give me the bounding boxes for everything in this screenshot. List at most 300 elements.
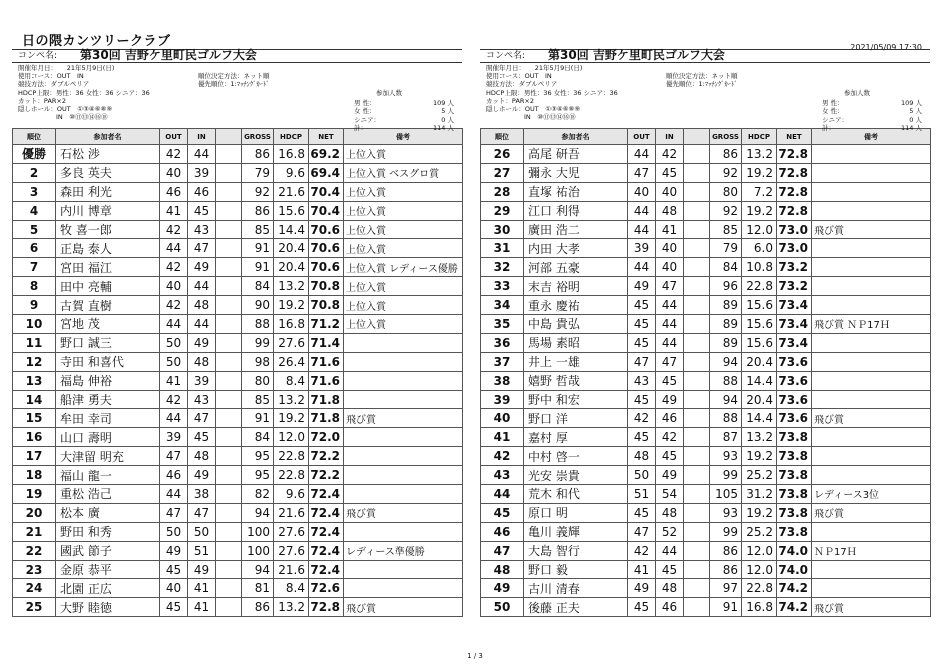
- cell-note: [812, 371, 931, 390]
- cell-hdcp: 14.4: [742, 409, 777, 428]
- cell-hdcp: 13.2: [742, 145, 777, 164]
- cell-gross: 93: [710, 503, 742, 522]
- cell-in: 48: [188, 296, 216, 315]
- cell-in: 48: [656, 579, 684, 598]
- cell-gross: 81: [242, 579, 274, 598]
- cell-blank: [216, 277, 242, 296]
- cell-gross: 99: [710, 522, 742, 541]
- participant-value: 5 人: [909, 107, 922, 116]
- cell-note: [812, 352, 931, 371]
- cell-hdcp: 21.6: [274, 182, 309, 201]
- event-hidden-holes-in: IN ⑩⑪⑬⑭⑯⑱: [56, 113, 108, 122]
- cell-in: 47: [188, 503, 216, 522]
- participant-label: 男 性：: [354, 99, 376, 108]
- cell-hdcp: 22.8: [274, 466, 309, 485]
- col-rank: 順位: [13, 129, 56, 145]
- cell-net: 72.2: [309, 447, 344, 466]
- cell-rank: 16: [13, 428, 56, 447]
- cell-name: 森田 利光: [56, 182, 160, 201]
- table-row: [481, 560, 931, 579]
- cell-note: 上位入賞: [344, 296, 463, 315]
- cell-gross: 85: [242, 220, 274, 239]
- cell-in: 49: [188, 258, 216, 277]
- col-blank: [684, 129, 710, 145]
- cell-name: 井上 一雄: [524, 352, 628, 371]
- cell-rank: 36: [481, 333, 524, 352]
- cell-gross: 99: [710, 466, 742, 485]
- page-number: 1 / 3: [467, 652, 483, 660]
- cell-note: 上位入賞: [344, 145, 463, 164]
- cell-note: [812, 163, 931, 182]
- cell-hdcp: 20.4: [742, 352, 777, 371]
- table-row: [481, 371, 931, 390]
- cell-gross: 80: [242, 371, 274, 390]
- table-row: [13, 201, 463, 220]
- cell-blank: [216, 409, 242, 428]
- cell-in: 38: [188, 485, 216, 504]
- cell-rank: 12: [13, 352, 56, 371]
- col-note: 備考: [812, 129, 931, 145]
- cell-in: 41: [188, 598, 216, 617]
- cell-out: 49: [628, 277, 656, 296]
- event-ranking-method: 順位決定方法：ネット順: [198, 72, 270, 80]
- cell-net: 74.0: [777, 560, 812, 579]
- cell-rank: 6: [13, 239, 56, 258]
- cell-gross: 92: [242, 182, 274, 201]
- cell-blank: [684, 352, 710, 371]
- participant-label: 女 性：: [354, 107, 376, 116]
- cell-note: [812, 277, 931, 296]
- cell-net: 72.8: [309, 598, 344, 617]
- cell-out: 44: [160, 315, 188, 334]
- cell-rank: 38: [481, 371, 524, 390]
- cell-rank: 27: [481, 163, 524, 182]
- cell-rank: 17: [13, 447, 56, 466]
- cell-rank: 19: [13, 485, 56, 504]
- cell-hdcp: 19.2: [274, 409, 309, 428]
- cell-in: 51: [188, 541, 216, 560]
- cell-net: 73.6: [777, 352, 812, 371]
- cell-note: [344, 485, 463, 504]
- cell-hdcp: 13.2: [274, 598, 309, 617]
- cell-out: 47: [628, 522, 656, 541]
- results-table: [12, 128, 463, 617]
- cell-name: 馬場 素昭: [524, 333, 628, 352]
- cell-in: 54: [656, 485, 684, 504]
- participant-value: 0 人: [441, 115, 454, 124]
- cell-name: 末吉 裕明: [524, 277, 628, 296]
- cell-rank: 21: [13, 522, 56, 541]
- cell-name: 重松 浩己: [56, 485, 160, 504]
- cell-note: レディース3位: [812, 485, 931, 504]
- cell-name: 重永 慶祐: [524, 296, 628, 315]
- cell-name: 大島 智行: [524, 541, 628, 560]
- cell-net: 70.8: [309, 296, 344, 315]
- cell-hdcp: 20.4: [274, 258, 309, 277]
- cell-note: 上位入賞: [344, 220, 463, 239]
- cell-name: 内田 大孝: [524, 239, 628, 258]
- club-name: 日の隈カンツリークラブ: [22, 34, 171, 49]
- cell-hdcp: 14.4: [274, 220, 309, 239]
- cell-hdcp: 15.6: [742, 296, 777, 315]
- cell-rank: 46: [481, 522, 524, 541]
- col-rank: 順位: [481, 129, 524, 145]
- cell-in: 52: [656, 522, 684, 541]
- table-row: [481, 541, 931, 560]
- cell-gross: 79: [242, 163, 274, 182]
- cell-net: 73.8: [777, 522, 812, 541]
- cell-hdcp: 22.8: [742, 579, 777, 598]
- cell-note: 上位入賞 レディース優勝: [344, 258, 463, 277]
- cell-rank: 39: [481, 390, 524, 409]
- table-row: [481, 201, 931, 220]
- cell-in: 45: [656, 371, 684, 390]
- cell-name: 北園 正広: [56, 579, 160, 598]
- cell-note: [812, 201, 931, 220]
- table-row: [481, 220, 931, 239]
- cell-net: 69.4: [309, 163, 344, 182]
- cell-name: 宮田 福江: [56, 258, 160, 277]
- cell-hdcp: 26.4: [274, 352, 309, 371]
- cell-rank: 29: [481, 201, 524, 220]
- cell-net: 74.2: [777, 579, 812, 598]
- event-priority: 優先順位：1:ﾏｯﾁﾝｸﾞｶｰﾄﾞ: [666, 80, 738, 89]
- cell-gross: 86: [710, 145, 742, 164]
- cell-in: 40: [656, 258, 684, 277]
- cell-hdcp: 27.6: [274, 541, 309, 560]
- cell-name: 古賀 直樹: [56, 296, 160, 315]
- cell-hdcp: 27.6: [274, 333, 309, 352]
- cell-name: 亀川 義輝: [524, 522, 628, 541]
- event-hidden-holes-in: IN ⑩⑪⑬⑭⑯⑱: [524, 113, 576, 122]
- cell-note: [812, 447, 931, 466]
- cell-net: 71.4: [309, 333, 344, 352]
- cell-note: [812, 466, 931, 485]
- cell-net: 73.4: [777, 296, 812, 315]
- cell-net: 70.4: [309, 201, 344, 220]
- cell-out: 44: [160, 485, 188, 504]
- cell-in: 49: [188, 466, 216, 485]
- cell-net: 70.8: [309, 277, 344, 296]
- cell-blank: [684, 239, 710, 258]
- cell-blank: [216, 390, 242, 409]
- cell-in: 42: [656, 428, 684, 447]
- cell-hdcp: 9.6: [274, 485, 309, 504]
- cell-net: 70.6: [309, 258, 344, 277]
- cell-in: 44: [656, 296, 684, 315]
- cell-net: 69.2: [309, 145, 344, 164]
- cell-name: 中村 啓一: [524, 447, 628, 466]
- cell-in: 49: [188, 560, 216, 579]
- cell-out: 42: [160, 390, 188, 409]
- cell-name: 彌永 大児: [524, 163, 628, 182]
- cell-out: 39: [628, 239, 656, 258]
- table-row: [13, 220, 463, 239]
- cell-blank: [216, 201, 242, 220]
- cell-note: [344, 333, 463, 352]
- event-cut: カット：PAR×2: [486, 96, 534, 105]
- results-table: [480, 128, 931, 617]
- cell-in: 45: [656, 163, 684, 182]
- cell-out: 42: [160, 296, 188, 315]
- cell-gross: 92: [710, 201, 742, 220]
- cell-blank: [684, 201, 710, 220]
- cell-blank: [684, 220, 710, 239]
- cell-rank: 32: [481, 258, 524, 277]
- table-row: [481, 466, 931, 485]
- cell-blank: [216, 163, 242, 182]
- cell-in: 45: [188, 428, 216, 447]
- cell-rank: 23: [13, 560, 56, 579]
- participant-heading: 参加人数: [844, 89, 870, 97]
- cell-blank: [216, 220, 242, 239]
- cell-name: 牧 喜一郎: [56, 220, 160, 239]
- cell-hdcp: 10.8: [742, 258, 777, 277]
- cell-hdcp: 6.0: [742, 239, 777, 258]
- cell-name: 中島 貴弘: [524, 315, 628, 334]
- cell-out: 45: [628, 503, 656, 522]
- cell-net: 73.2: [777, 277, 812, 296]
- col-gross: GROSS: [710, 129, 742, 145]
- event-title: 第30回 吉野ケ里町民ゴルフ大会: [548, 48, 725, 62]
- cell-rank: 49: [481, 579, 524, 598]
- cell-blank: [216, 258, 242, 277]
- table-row: [481, 277, 931, 296]
- cell-hdcp: 15.6: [742, 315, 777, 334]
- cell-name: 大津留 明充: [56, 447, 160, 466]
- cell-rank: 48: [481, 560, 524, 579]
- cell-in: 47: [656, 277, 684, 296]
- table-row: [13, 163, 463, 182]
- cell-blank: [684, 503, 710, 522]
- cell-blank: [684, 579, 710, 598]
- cell-note: 飛び賞: [812, 409, 931, 428]
- cell-gross: 89: [710, 333, 742, 352]
- cell-blank: [684, 182, 710, 201]
- table-row: [13, 352, 463, 371]
- cell-name: 正島 泰人: [56, 239, 160, 258]
- cell-hdcp: 25.2: [742, 522, 777, 541]
- cell-hdcp: 22.8: [742, 277, 777, 296]
- cell-in: 41: [656, 220, 684, 239]
- cell-out: 44: [628, 145, 656, 164]
- cell-in: 44: [188, 145, 216, 164]
- cell-note: [344, 466, 463, 485]
- cell-name: 光安 崇貴: [524, 466, 628, 485]
- cell-note: レディース準優勝: [344, 541, 463, 560]
- cell-in: 39: [188, 371, 216, 390]
- table-row: [481, 182, 931, 201]
- cell-note: [812, 579, 931, 598]
- cell-gross: 85: [710, 220, 742, 239]
- cell-rank: 25: [13, 598, 56, 617]
- cell-name: 高尾 研吾: [524, 145, 628, 164]
- cell-gross: 91: [710, 598, 742, 617]
- cell-rank: 7: [13, 258, 56, 277]
- cell-note: 上位入賞: [344, 182, 463, 201]
- cell-name: 野口 洋: [524, 409, 628, 428]
- cell-gross: 98: [242, 352, 274, 371]
- cell-hdcp: 15.6: [274, 201, 309, 220]
- col-gross: GROSS: [242, 129, 274, 145]
- cell-gross: 79: [710, 239, 742, 258]
- cell-out: 45: [628, 333, 656, 352]
- cell-name: 松本 廣: [56, 503, 160, 522]
- cell-hdcp: 9.6: [274, 163, 309, 182]
- cell-net: 72.4: [309, 485, 344, 504]
- table-row: [481, 333, 931, 352]
- cell-blank: [216, 522, 242, 541]
- cell-name: 大野 睦徳: [56, 598, 160, 617]
- cell-hdcp: 16.8: [742, 598, 777, 617]
- cell-gross: 88: [710, 409, 742, 428]
- table-row: [481, 239, 931, 258]
- cell-net: 72.4: [309, 522, 344, 541]
- cell-rank: 41: [481, 428, 524, 447]
- table-row: [13, 485, 463, 504]
- cell-net: 73.8: [777, 447, 812, 466]
- cell-in: 44: [188, 277, 216, 296]
- event-format: 競技方法：ダブルペリア: [486, 80, 558, 89]
- cell-name: 牟田 幸司: [56, 409, 160, 428]
- cell-blank: [684, 598, 710, 617]
- cell-gross: 91: [242, 409, 274, 428]
- title-band: [12, 49, 462, 63]
- cell-name: 野中 和宏: [524, 390, 628, 409]
- table-row: [13, 315, 463, 334]
- cell-out: 42: [160, 145, 188, 164]
- cell-rank: 47: [481, 541, 524, 560]
- table-row: [13, 145, 463, 164]
- cell-in: 44: [656, 315, 684, 334]
- cell-gross: 99: [242, 333, 274, 352]
- cell-in: 50: [188, 522, 216, 541]
- cell-hdcp: 21.6: [274, 503, 309, 522]
- cell-out: 42: [160, 258, 188, 277]
- table-row: [13, 522, 463, 541]
- cell-blank: [684, 277, 710, 296]
- participant-value: 109 人: [433, 99, 454, 108]
- cell-note: 上位入賞: [344, 277, 463, 296]
- table-row: [13, 182, 463, 201]
- cell-out: 45: [628, 315, 656, 334]
- cell-note: [812, 296, 931, 315]
- col-blank: [216, 129, 242, 145]
- cell-in: 40: [656, 182, 684, 201]
- cell-note: [812, 239, 931, 258]
- cell-blank: [216, 333, 242, 352]
- cell-blank: [216, 296, 242, 315]
- cell-hdcp: 7.2: [742, 182, 777, 201]
- cell-blank: [216, 352, 242, 371]
- cell-hdcp: 19.2: [742, 503, 777, 522]
- participant-label: シニア：: [354, 115, 380, 124]
- cell-out: 41: [160, 201, 188, 220]
- cell-name: 野口 誠三: [56, 333, 160, 352]
- cell-out: 42: [160, 220, 188, 239]
- cell-note: [344, 522, 463, 541]
- participant-label: 男 性：: [822, 99, 844, 108]
- event-ranking-method: 順位決定方法：ネット順: [666, 72, 738, 80]
- cell-name: 内川 博章: [56, 201, 160, 220]
- cell-out: 44: [628, 220, 656, 239]
- event-title: 第30回 吉野ケ里町民ゴルフ大会: [80, 48, 257, 62]
- cell-note: 上位入賞: [344, 201, 463, 220]
- cell-gross: 87: [710, 428, 742, 447]
- cell-name: 野田 和秀: [56, 522, 160, 541]
- cell-blank: [216, 447, 242, 466]
- cell-out: 40: [628, 182, 656, 201]
- table-row: [481, 447, 931, 466]
- event-info: [480, 63, 930, 132]
- cell-name: 石松 渉: [56, 145, 160, 164]
- cell-name: 河部 五豪: [524, 258, 628, 277]
- cell-blank: [216, 239, 242, 258]
- cell-out: 40: [160, 163, 188, 182]
- cell-net: 71.8: [309, 409, 344, 428]
- cell-blank: [684, 296, 710, 315]
- table-row: [481, 522, 931, 541]
- cell-rank: 45: [481, 503, 524, 522]
- cell-blank: [216, 503, 242, 522]
- cell-name: 田中 亮輔: [56, 277, 160, 296]
- cell-in: 43: [188, 390, 216, 409]
- cell-out: 42: [628, 409, 656, 428]
- cell-rank: 優勝: [13, 145, 56, 164]
- event-format: 競技方法：ダブルペリア: [18, 80, 90, 89]
- cell-in: 46: [656, 409, 684, 428]
- cell-hdcp: 27.6: [274, 522, 309, 541]
- results-panel-left: [12, 49, 462, 617]
- table-row: [13, 239, 463, 258]
- cell-note: 飛び賞: [344, 409, 463, 428]
- cell-blank: [684, 145, 710, 164]
- cell-gross: 82: [242, 485, 274, 504]
- cell-net: 73.6: [777, 371, 812, 390]
- cell-gross: 96: [710, 277, 742, 296]
- table-row: [13, 258, 463, 277]
- cell-out: 51: [628, 485, 656, 504]
- cell-note: [344, 371, 463, 390]
- cell-rank: 10: [13, 315, 56, 334]
- cell-gross: 88: [710, 371, 742, 390]
- cell-gross: 80: [710, 182, 742, 201]
- table-row: [481, 258, 931, 277]
- cell-note: 飛び賞: [812, 220, 931, 239]
- col-hdcp: HDCP: [274, 129, 309, 145]
- cell-blank: [216, 485, 242, 504]
- cell-net: 72.8: [777, 182, 812, 201]
- cell-gross: 94: [710, 390, 742, 409]
- cell-name: 荒木 和代: [524, 485, 628, 504]
- cell-hdcp: 19.2: [742, 447, 777, 466]
- cell-gross: 89: [710, 296, 742, 315]
- cell-in: 47: [188, 409, 216, 428]
- event-course: 使用コース：OUT IN: [486, 72, 552, 81]
- cell-name: 直塚 祐治: [524, 182, 628, 201]
- cell-name: 福島 伸裕: [56, 371, 160, 390]
- cell-name: 原口 明: [524, 503, 628, 522]
- cell-note: 上位入賞 ベスグロ賞: [344, 163, 463, 182]
- cell-in: 46: [188, 182, 216, 201]
- cell-hdcp: 20.4: [742, 390, 777, 409]
- cell-out: 46: [160, 182, 188, 201]
- cell-note: 飛び賞: [344, 503, 463, 522]
- participant-summary: [354, 89, 454, 132]
- cell-rank: 37: [481, 352, 524, 371]
- cell-gross: 86: [242, 598, 274, 617]
- cell-net: 70.6: [309, 239, 344, 258]
